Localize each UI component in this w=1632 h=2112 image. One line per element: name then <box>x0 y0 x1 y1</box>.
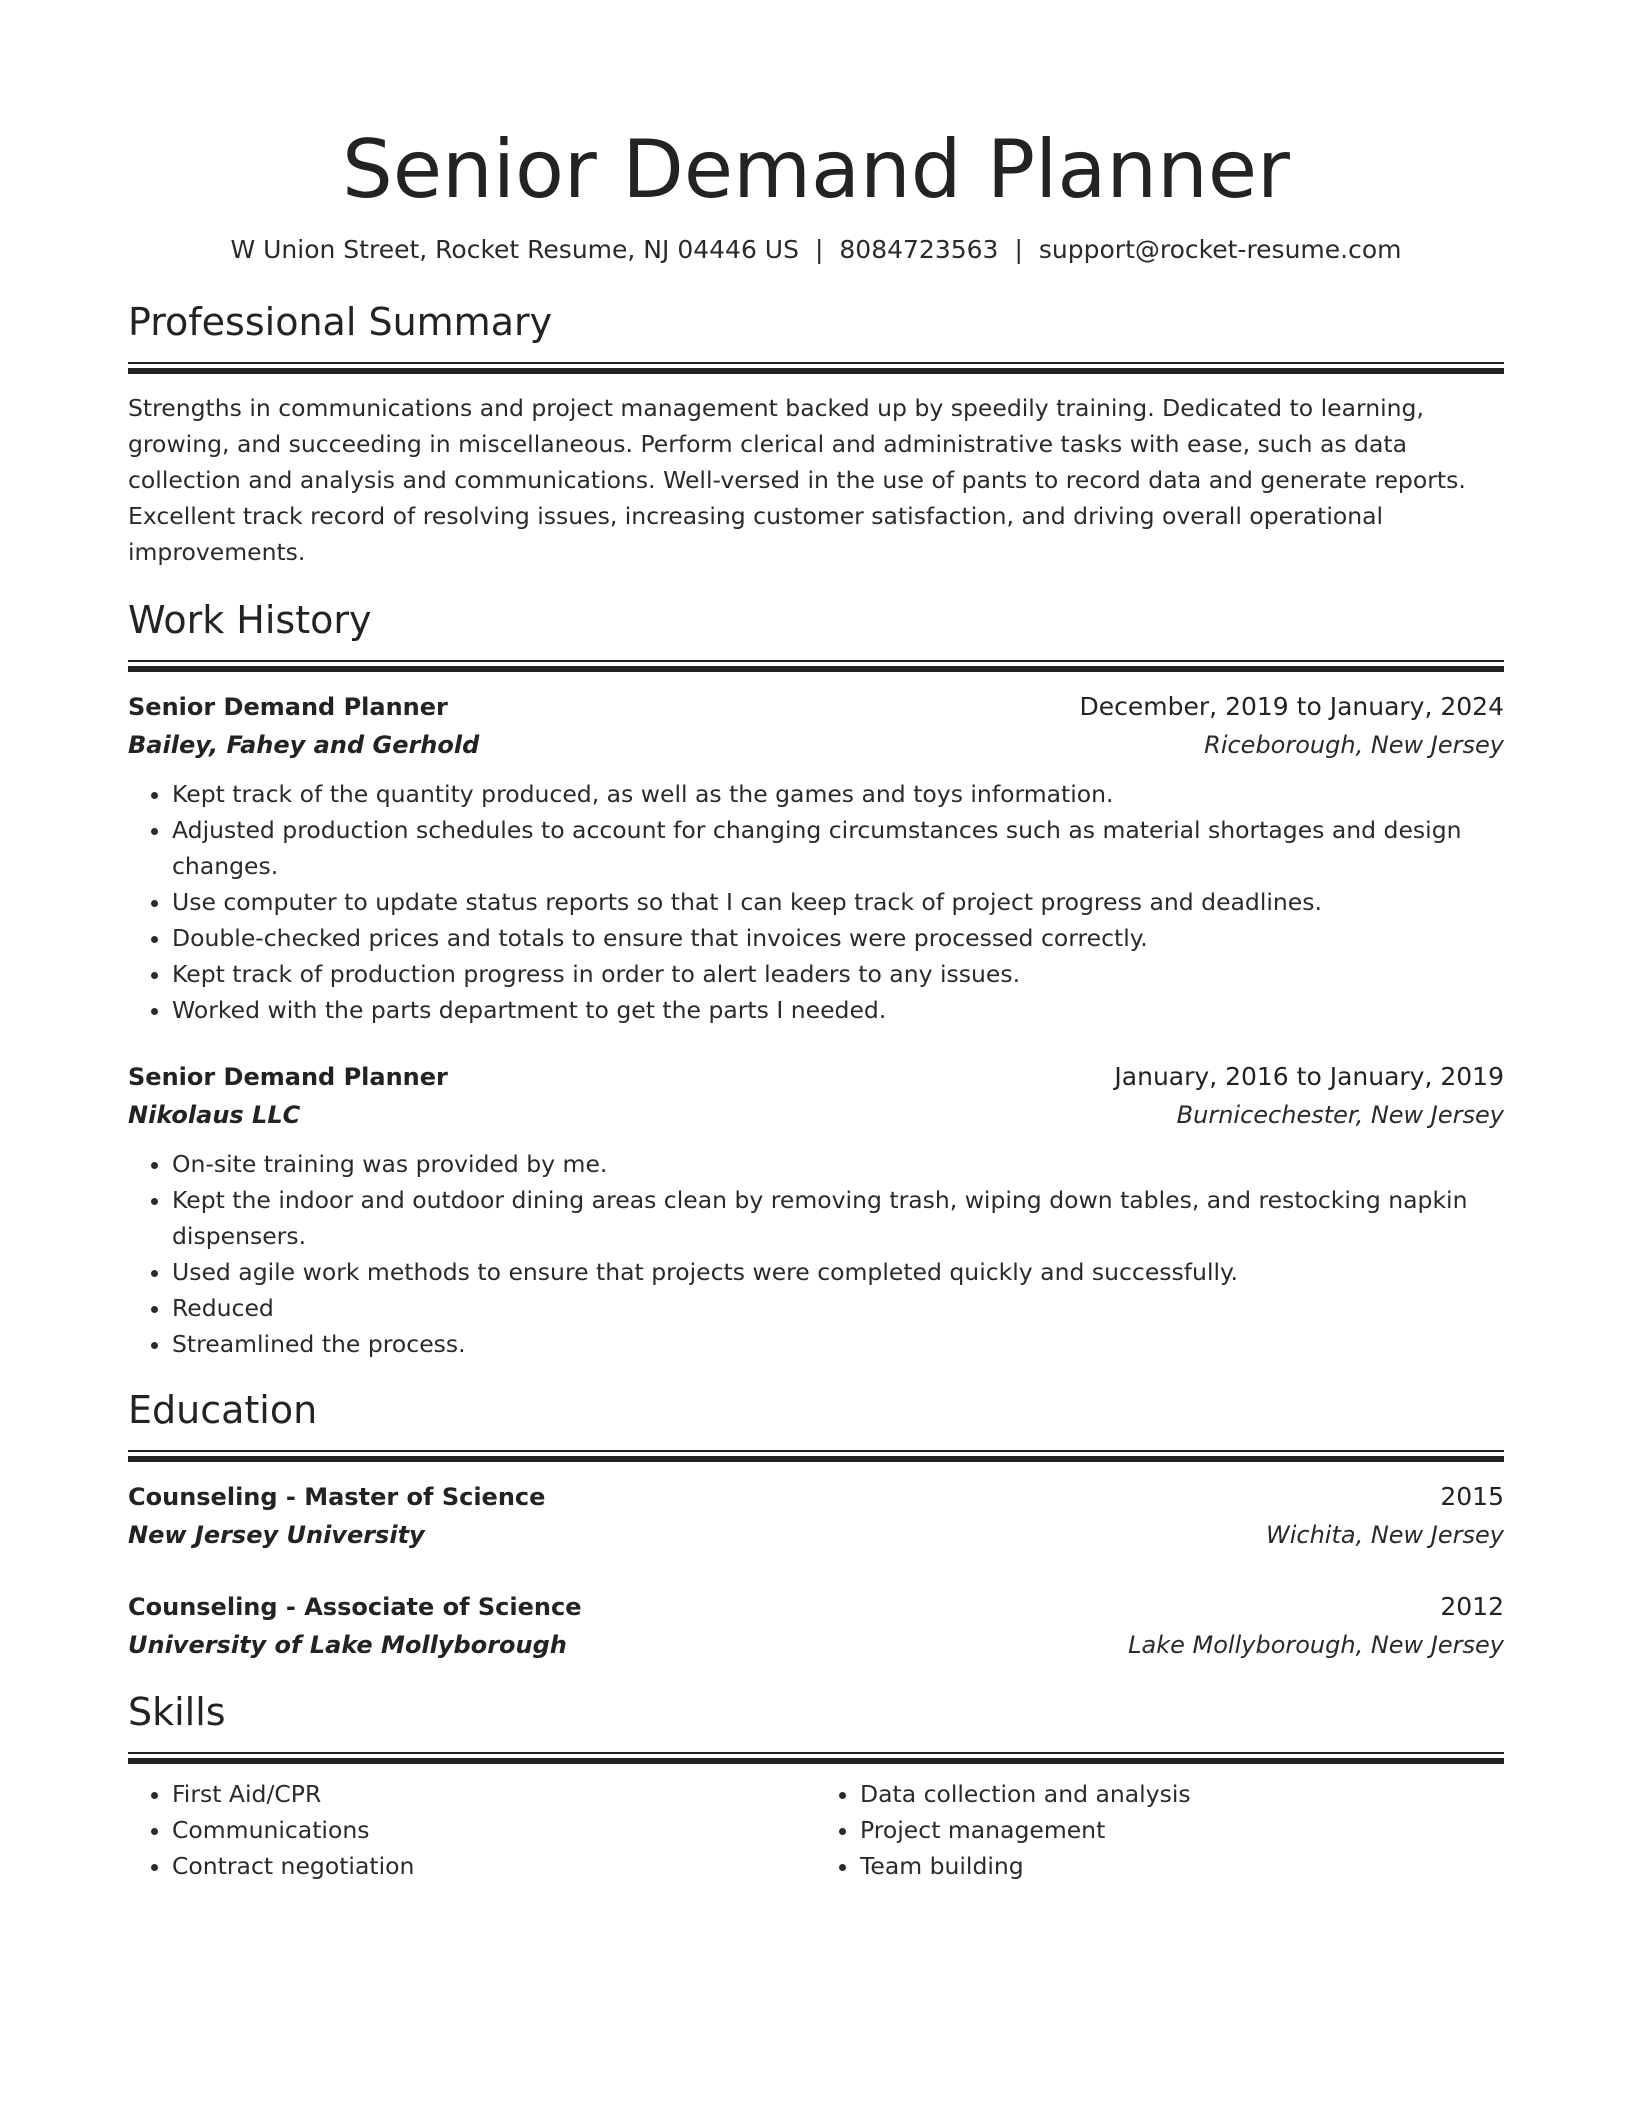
job-header-row <box>128 688 1504 726</box>
contact-email: support@rocket-resume.com <box>1038 235 1402 264</box>
education-year: 2015 <box>1440 1482 1504 1511</box>
skill-item: • First Aid/CPR <box>172 1776 816 1812</box>
contact-separator: | <box>814 235 824 264</box>
resume-page <box>128 0 1504 1884</box>
education-section <box>128 1386 1504 1664</box>
job-bullet: • Used agile work methods to ensure that projects were completed quickly and successfully. <box>172 1254 1504 1290</box>
job-bullet: • Reduced <box>172 1290 1504 1326</box>
job-company-row <box>128 1096 1504 1134</box>
skill-item: • Data collection and analysis <box>860 1776 1504 1812</box>
skill-item: • Communications <box>172 1812 816 1848</box>
skills-section <box>128 1688 1504 1884</box>
job-bullet: • On-site training was provided by me. <box>172 1146 1504 1182</box>
job-dates: January, 2016 to January, 2019 <box>1114 1062 1504 1091</box>
job-dates: December, 2019 to January, 2024 <box>1079 692 1504 721</box>
job-bullet: • Double-checked prices and totals to ensure that invoices were processed correctly. <box>172 920 1504 956</box>
contact-phone: 8084723563 <box>839 235 999 264</box>
skills-columns <box>128 1776 1504 1884</box>
education-degree: Counseling - Master of Science <box>128 1483 546 1511</box>
section-divider <box>128 362 1504 372</box>
summary-text: Strengths in communications and project management backed up by speedily training. Dedicated to learning, growing, and succeeding in miscellaneous. Perform clerical and administrative tasks with ease, such as data collection and analysis and communications. Well-versed in the use of pants to record data and generate reports. Excellent track record of resolving issues, increasing customer satisfaction, and driving overall operational improvements. <box>128 394 1466 566</box>
education-header-row <box>128 1478 1504 1516</box>
education-school: University of Lake Mollyborough <box>128 1631 567 1659</box>
job-bullet: • Kept track of production progress in order to alert leaders to any issues. <box>172 956 1504 992</box>
education-entry <box>128 1588 1504 1664</box>
job-bullet: • Adjusted production schedules to account for changing circumstances such as material shortages and design changes. <box>172 812 1504 884</box>
job-entry <box>128 1058 1504 1362</box>
contact-address: W Union Street, Rocket Resume, NJ 04446 US <box>230 235 799 264</box>
education-header-row <box>128 1588 1504 1626</box>
job-bullet: • Streamlined the process. <box>172 1326 1504 1362</box>
education-school-row <box>128 1626 1504 1664</box>
skill-item: • Contract negotiation <box>172 1848 816 1884</box>
job-company-row <box>128 726 1504 764</box>
job-header-row <box>128 1058 1504 1096</box>
job-bullets <box>128 1146 1504 1362</box>
skills-list-right <box>816 1776 1504 1884</box>
section-divider <box>128 660 1504 670</box>
education-school: New Jersey University <box>128 1521 425 1549</box>
job-company: Nikolaus LLC <box>128 1101 301 1129</box>
education-degree: Counseling - Associate of Science <box>128 1593 582 1621</box>
skill-item: • Team building <box>860 1848 1504 1884</box>
job-location: Burnicechester, New Jersey <box>1176 1101 1504 1129</box>
education-entry <box>128 1478 1504 1554</box>
section-divider <box>128 1450 1504 1460</box>
section-title-skills: Skills <box>128 1690 226 1734</box>
job-entry <box>128 688 1504 1028</box>
job-bullet: • Use computer to update status reports so that I can keep track of project progress and deadlines. <box>172 884 1504 920</box>
skills-list-left <box>128 1776 816 1884</box>
job-bullet: • Kept track of the quantity produced, as well as the games and toys information. <box>172 776 1504 812</box>
skill-item: • Project management <box>860 1812 1504 1848</box>
contact-separator: | <box>1014 235 1023 264</box>
resume-name: Senior Demand Planner <box>342 123 1290 216</box>
education-location: Wichita, New Jersey <box>1265 1521 1504 1549</box>
job-bullets <box>128 776 1504 1028</box>
job-location: Riceborough, New Jersey <box>1204 731 1504 759</box>
job-bullet: • Kept the indoor and outdoor dining areas clean by removing trash, wiping down tables, and restocking napkin dispensers. <box>172 1182 1504 1254</box>
job-company: Bailey, Fahey and Gerhold <box>128 731 480 759</box>
section-title-work-history: Work History <box>128 598 372 642</box>
education-year: 2012 <box>1440 1592 1504 1621</box>
job-bullet: • Worked with the parts department to get the parts I needed. <box>172 992 1504 1028</box>
job-title: Senior Demand Planner <box>128 693 448 721</box>
job-title: Senior Demand Planner <box>128 1063 448 1091</box>
education-location: Lake Mollyborough, New Jersey <box>1128 1631 1504 1659</box>
section-divider <box>128 1752 1504 1762</box>
summary-section <box>128 298 1504 570</box>
section-title-education: Education <box>128 1388 318 1432</box>
education-school-row <box>128 1516 1504 1554</box>
section-title-summary: Professional Summary <box>128 300 553 344</box>
work-history-section <box>128 596 1504 1362</box>
contact-line <box>128 232 1504 268</box>
